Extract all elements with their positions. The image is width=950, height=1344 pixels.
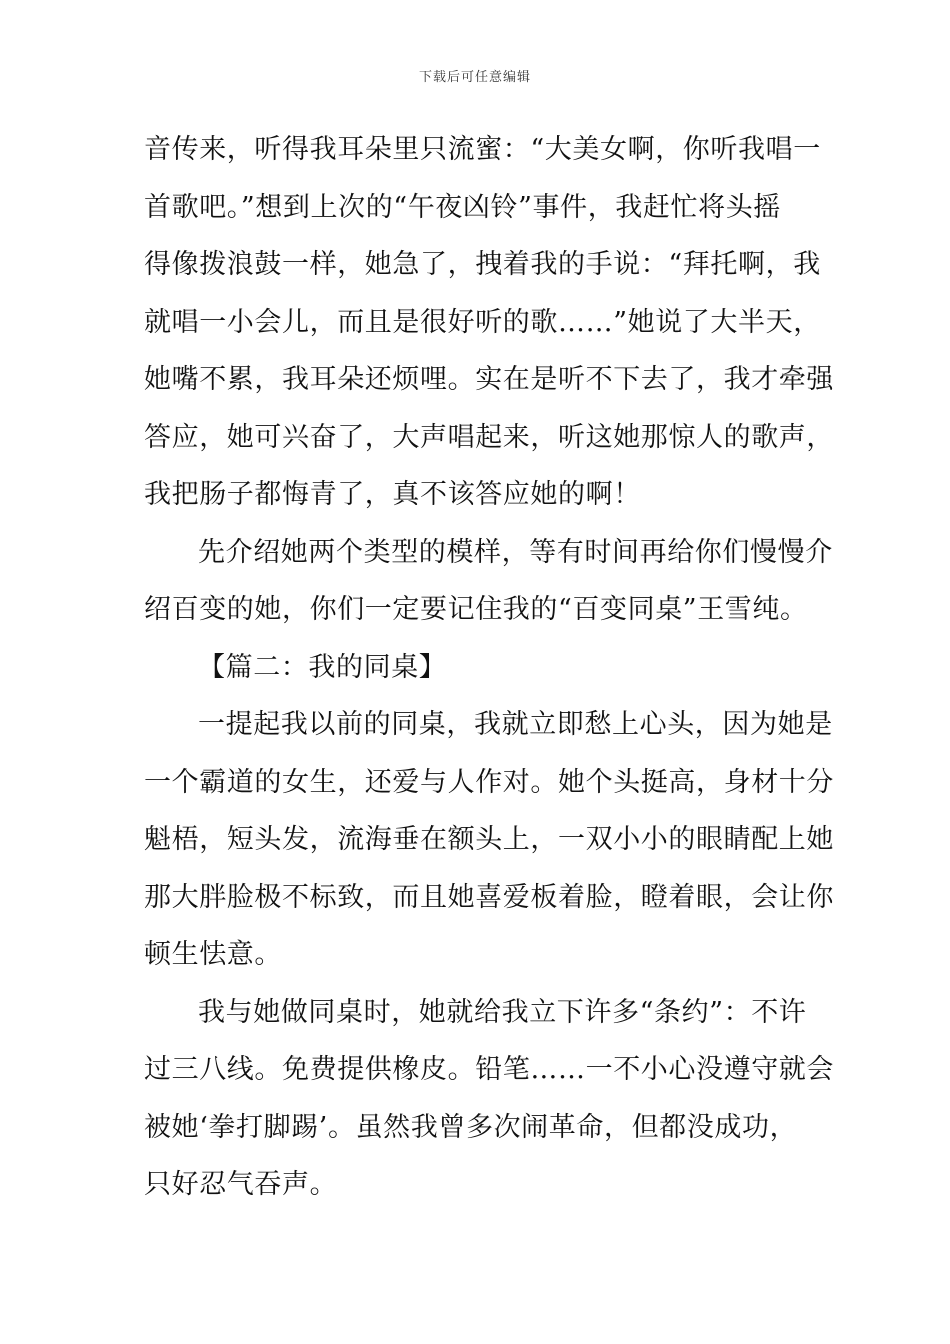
text-line: 只好忍气吞声。 xyxy=(144,1169,338,1200)
paragraph-start-line: 我与她做同桌时，她就给我立下许多“条约”：不许 xyxy=(198,996,807,1028)
text-line: 被她‘拳打脚踢’。虽然我曾多次闹革命，但都没成功， xyxy=(144,1111,798,1143)
text-line: 顿生怯意。 xyxy=(144,939,282,970)
text-line: 那大胖脸极不标致，而且她喜爱板着脸，瞪着眼，会让你 xyxy=(144,881,834,913)
text-line: 魁梧，短头发，流海垂在额头上，一双小小的眼睛配上她 xyxy=(144,824,834,855)
text-line: 绍百变的她，你们一定要记住我的“百变同桌”王雪纯。 xyxy=(144,594,808,625)
paragraph-start-line: 一提起我以前的同桌，我就立即愁上心头，因为她是 xyxy=(198,709,833,740)
text-line: 答应，她可兴奋了，大声唱起来，听这她那惊人的歌声， xyxy=(144,421,834,453)
text-line: 得像拨浪鼓一样，她急了，拽着我的手说：“拜托啊，我 xyxy=(144,249,821,280)
text-line: 就唱一小会儿，而且是很好听的歌……”她说了大半天， xyxy=(144,306,821,338)
text-line: 过三八线。免费提供橡皮。铅笔……一不小心没遵守就会 xyxy=(144,1054,834,1085)
text-line: 她嘴不累，我耳朵还烦哩。实在是听不下去了，我才牵强 xyxy=(144,364,834,395)
text-line: 音传来，听得我耳朵里只流蜜：“大美女啊，你听我唱一 xyxy=(144,134,821,165)
text-line: 我把肠子都悔青了，真不该答应她的啊！ xyxy=(144,479,641,510)
document-body xyxy=(144,121,834,1214)
text-line: 一个霸道的女生，还爱与人作对。她个头挺高，身材十分 xyxy=(144,766,834,798)
section-heading: 【篇二：我的同桌】 xyxy=(198,651,447,683)
page-header: 下载后可任意编辑 xyxy=(418,70,531,85)
paragraph-start-line: 先介绍她两个类型的模样，等有时间再给你们慢慢介 xyxy=(198,536,833,568)
text-line: 首歌吧。”想到上次的“午夜凶铃”事件，我赶忙将头摇 xyxy=(144,191,781,223)
